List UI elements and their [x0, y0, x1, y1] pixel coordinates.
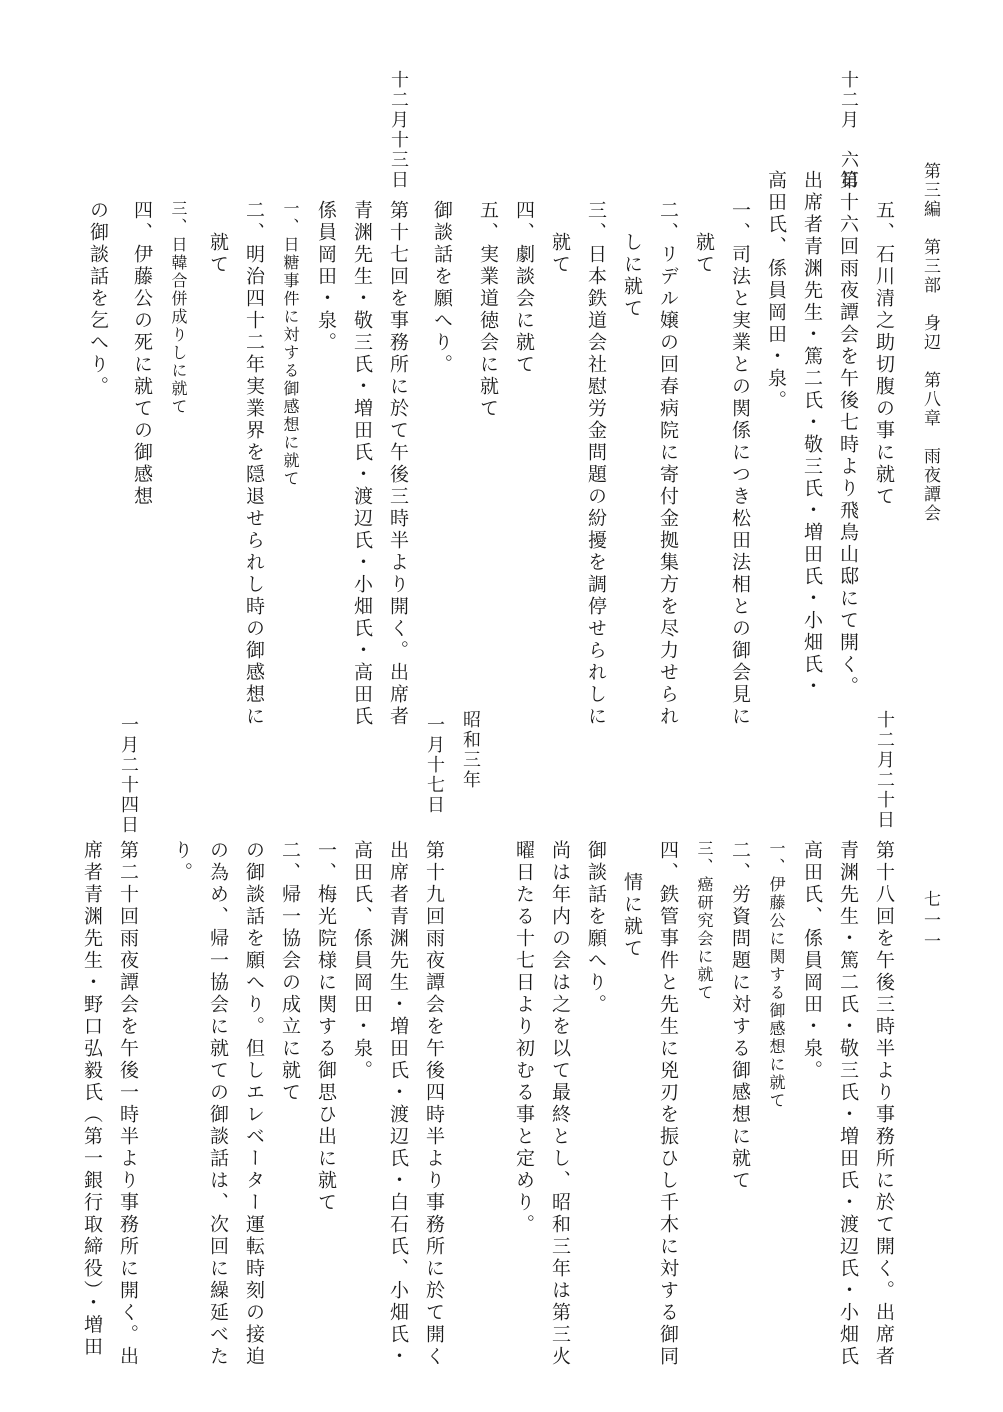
text-line: 御談話を願へり。 [585, 840, 607, 1016]
text-line: 二、明治四十二年実業界を隠退せられし時の御感想に [243, 200, 265, 728]
text-line: 第十九回雨夜譚会を午後四時半より事務所に於て開く [423, 840, 445, 1368]
text-line: 就て [207, 232, 229, 276]
text-line: 尚は年内の会は之を以て最終とし、昭和三年は第三火 [549, 840, 571, 1368]
text-line: 出席者青渊先生・増田氏・渡辺氏・白石氏、小畑氏・ [387, 840, 409, 1368]
date-heading: 十二月二十日 [874, 710, 895, 830]
text-line: 係員岡田・泉。 [315, 200, 337, 354]
date-heading: 十二月十三日 [388, 70, 409, 190]
text-line: 一、伊藤公に関する御感想に就て [767, 840, 786, 1110]
text-line: 席者青渊先生・野口弘毅氏（第一銀行取締役）・増田 [81, 840, 103, 1359]
text-line: 一、梅光院様に関する御思ひ出に就て [315, 840, 337, 1214]
text-line: 就て [549, 232, 571, 276]
text-line: 二、帰一協会の成立に就て [279, 840, 301, 1104]
text-line: 一、日糖事件に対する御感想に就て [281, 200, 300, 488]
era-heading: 昭和三年 [460, 710, 481, 790]
text-line: 高田氏、係員岡田・泉。 [801, 840, 823, 1082]
text-line: 二、労資問題に対する御感想に就て [729, 840, 751, 1192]
text-line: 一、司法と実業との関係につき松田法相との御会見に [729, 200, 751, 728]
text-line: 出席者青渊先生・篤二氏・敬三氏・増田氏・小畑氏・ [801, 170, 823, 698]
text-line: 青渊先生・篤二氏・敬三氏・増田氏・渡辺氏・小畑氏 [837, 840, 859, 1368]
text-line: 三、日本鉄道会社慰労金問題の紛擾を調停せられしに [585, 200, 607, 728]
text-line: 五、実業道徳会に就て [477, 200, 499, 420]
text-line: 二、リデル嬢の回春病院に寄付金拠集方を尽力せられ [657, 200, 679, 728]
text-line: 第十七回を事務所に於て午後三時半より開く。出席者 [387, 200, 409, 728]
text-line: の御談話を乞へり。 [87, 200, 109, 398]
text-line: 五、石川清之助切腹の事に就て [873, 200, 895, 508]
text-line: 御談話を願へり。 [431, 200, 453, 376]
text-line: 三、日韓合併成りしに就て [169, 200, 188, 416]
page-number: 七一一 [920, 890, 940, 953]
text-line: 第十六回雨夜譚会を午後七時より飛鳥山邸にて開く。 [837, 170, 859, 698]
text-line: の為め、帰一協会に就ての御談話は、次回に繰延べた [207, 840, 229, 1368]
date-heading: 十二月 六日 [838, 70, 859, 190]
page-header: 第三編 第三部 身辺 第八章 雨夜譚会 [920, 162, 940, 523]
text-line: 第十八回を午後三時半より事務所に於て開く。出席者 [873, 840, 895, 1368]
text-line: 四、劇談会に就て [513, 200, 535, 376]
text-line: り。 [171, 840, 193, 884]
text-line: 情に就て [621, 872, 643, 960]
date-heading: 一月十七日 [424, 715, 445, 815]
text-line: 青渊先生・敬三氏・増田氏・渡辺氏・小畑氏・高田氏 [351, 200, 373, 728]
text-line: 第二十回雨夜譚会を午後一時半より事務所に開く。出 [117, 840, 139, 1368]
text-line: 曜日たる十七日より初むる事と定めり。 [513, 840, 535, 1236]
text-line: の御談話を願へり。但しエレベーター運転時刻の接迫 [243, 840, 265, 1368]
text-line: 高田氏、係員岡田・泉。 [351, 840, 373, 1082]
text-line: 高田氏、係員岡田・泉。 [765, 170, 787, 412]
text-line: 四、伊藤公の死に就ての御感想 [131, 200, 153, 508]
date-heading: 一月二十四日 [118, 715, 139, 835]
text-line: 就て [693, 232, 715, 276]
text-line: 四、鉄管事件と先生に兇刃を振ひし千木に対する御同 [657, 840, 679, 1368]
text-line: しに就て [621, 232, 643, 320]
text-line: 三、癌研究会に就て [695, 840, 714, 1002]
